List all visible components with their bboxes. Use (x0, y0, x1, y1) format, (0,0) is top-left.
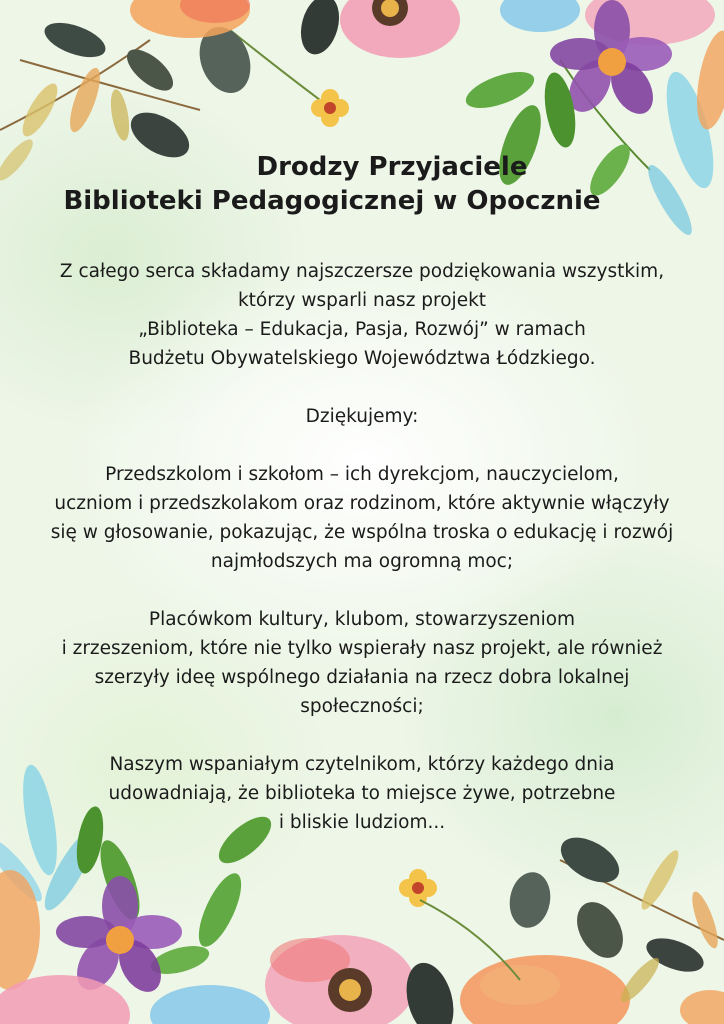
text-line: Placówkom kultury, klubom, stowarzyszeniom (148, 609, 576, 630)
text-line: Dziękujemy: (305, 406, 419, 427)
title-line-1: Drodzy Przyjaciele (256, 152, 528, 182)
intro-paragraph (10, 257, 714, 373)
paragraph-schools (10, 460, 714, 576)
text-line: „Biblioteka – Edukacja, Pasja, Rozwój” w ramach (138, 319, 586, 340)
floral-decoration-bottom (0, 760, 724, 1024)
text-line: uczniom i przedszkolakom oraz rodzinom, które aktywnie włączyły (54, 493, 670, 514)
page-title (0, 150, 724, 218)
text-line: szerzyły ideę wspólnego działania na rzecz dobra lokalnej (94, 667, 630, 688)
paragraph-culture (10, 605, 714, 721)
text-line: Budżetu Obywatelskiego Województwa Łódzkiego. (128, 348, 596, 369)
text-line: którzy wsparli nasz projekt (237, 290, 487, 311)
thanks-heading (10, 402, 714, 431)
text-line: się w głosowanie, pokazując, że wspólna troska o edukację i rozwój (50, 522, 674, 543)
text-line: udowadniają, że biblioteka to miejsce żywe, potrzebne (108, 783, 616, 804)
text-line: najmłodszych ma ogromną moc; (210, 551, 514, 572)
text-line: i bliskie ludziom... (278, 812, 446, 833)
text-line: Naszym wspaniałym czytelnikom, którzy każdego dnia (109, 754, 615, 775)
text-line: Z całego serca składamy najszczersze podziękowania wszystkim, (59, 261, 665, 282)
text-line: Przedszkolom i szkołom – ich dyrekcjom, nauczycielom, (105, 464, 619, 485)
text-line: i zrzeszeniom, które nie tylko wspierały nasz projekt, ale również (61, 638, 663, 659)
title-line-2: Biblioteki Pedagogicznej w Opocznie (63, 186, 601, 216)
text-line: społeczności; (300, 696, 424, 717)
